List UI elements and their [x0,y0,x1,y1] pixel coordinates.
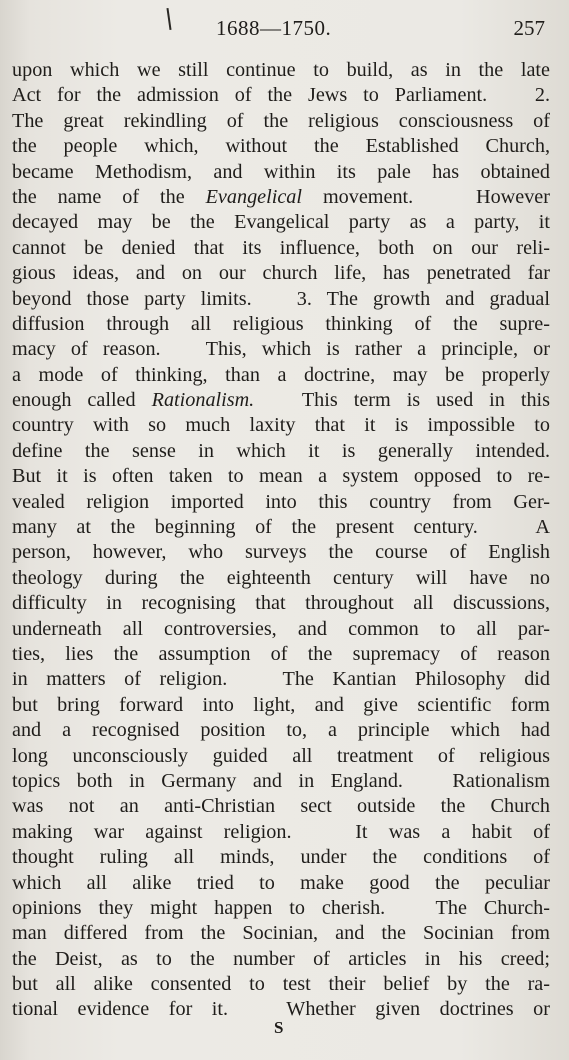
text-fragment: many at the beginning of the present century. A [12,516,550,539]
text-line [12,185,550,210]
text-line [12,58,550,83]
body-text [12,58,550,1023]
running-head [0,16,569,46]
text-fragment: tional evidence for it. Whether given doctrines or [12,998,550,1021]
text-line [12,160,550,185]
text-line [12,439,550,464]
text-line [12,363,550,388]
text-fragment: and a recognised position to, a principle which had [12,719,550,742]
text-line [12,845,550,870]
text-line [12,871,550,896]
text-fragment: cannot be denied that its influence, both on our reli- [12,236,550,259]
text-line [12,566,550,591]
text-fragment: opinions they might happen to cherish. The Church- [12,896,550,919]
text-line [12,109,550,134]
text-line [12,617,550,642]
text-line [12,921,550,946]
text-line [12,667,550,692]
italic-term: Rationalism. [151,389,255,412]
text-line [12,769,550,794]
text-fragment: But it is often taken to mean a system opposed to re- [12,465,550,488]
text-line [12,337,550,362]
text-fragment: but all alike consented to test their belief by the ra- [12,973,550,996]
text-line [12,540,550,565]
text-fragment: which all alike tried to make good the peculiar [12,871,550,894]
text-fragment: making war against religion. It was a habit of [12,820,550,843]
running-head-title: 1688—1750. [216,16,332,40]
text-line [12,642,550,667]
text-line [12,744,550,769]
text-line [12,972,550,997]
text-fragment: was not an anti-Christian sect outside the Church [12,795,550,818]
text-fragment: underneath all controversies, and common to all par- [12,617,550,640]
text-fragment: the people which, without the Established Church, [12,135,550,158]
text-fragment: vealed religion imported into this country from Ger- [12,490,550,513]
text-fragment: beyond those party limits. 3. The growth and gradual [12,287,550,310]
text-fragment: theology during the eighteenth century will have no [12,566,550,589]
text-fragment: in matters of religion. The Kantian Philosophy did [12,668,550,691]
text-fragment: the name of the [12,185,206,208]
text-fragment: upon which we still continue to build, as in the late [12,59,550,81]
text-fragment: The great rekindling of the religious consciousness of [12,109,550,132]
text-line [12,820,550,845]
text-line [12,591,550,616]
text-line [12,515,550,540]
text-fragment: decayed may be the Evangelical party as a party, it [12,211,550,234]
text-fragment: man differed from the Socinian, and the Socinian from [12,922,550,945]
text-fragment: macy of reason. This, which is rather a principle, or [12,338,550,361]
signature-mark: S [274,1018,284,1037]
text-line [12,413,550,438]
page-number: 257 [513,16,545,40]
text-fragment: enough called [12,389,152,412]
text-fragment: long unconsciously guided all treatment of religious [12,744,550,767]
text-line [12,896,550,921]
italic-term: Evangelical [205,185,303,208]
text-line [12,210,550,235]
text-fragment: the Deist, as to the number of articles in his creed; [12,947,550,970]
text-line [12,947,550,972]
text-fragment: diffusion through all religious thinking of the supre- [12,312,550,335]
text-fragment: thought ruling all minds, under the conditions of [12,846,550,869]
text-line [12,794,550,819]
text-fragment: a mode of thinking, than a doctrine, may be properly [12,363,550,386]
text-line [12,236,550,261]
text-fragment: define the sense in which it is generally intended. [12,439,550,462]
text-line [12,464,550,489]
text-fragment: difficulty in recognising that throughout all discussions, [12,592,550,615]
text-line [12,83,550,108]
text-fragment: but bring forward into light, and give scientific form [12,693,550,716]
text-line [12,312,550,337]
text-line [12,134,550,159]
text-fragment: Act for the admission of the Jews to Parliament. 2. [12,84,550,107]
text-line [12,261,550,286]
text-fragment: became Methodism, and within its pale has obtained [12,160,550,183]
text-fragment: ties, lies the assumption of the supremacy of reason [12,642,550,665]
text-line [12,287,550,312]
text-fragment: This term is used in this [254,389,550,412]
text-fragment: person, however, who surveys the course of English [12,541,550,564]
text-fragment: country with so much laxity that it is impossible to [12,414,550,437]
text-fragment: movement. However [302,185,550,208]
text-fragment: gious ideas, and on our church life, has penetrated far [12,262,550,285]
text-line [12,388,550,413]
text-fragment: topics both in Germany and in England. Rationalism [12,769,550,792]
text-line [12,718,550,743]
text-line [12,693,550,718]
text-line [12,490,550,515]
